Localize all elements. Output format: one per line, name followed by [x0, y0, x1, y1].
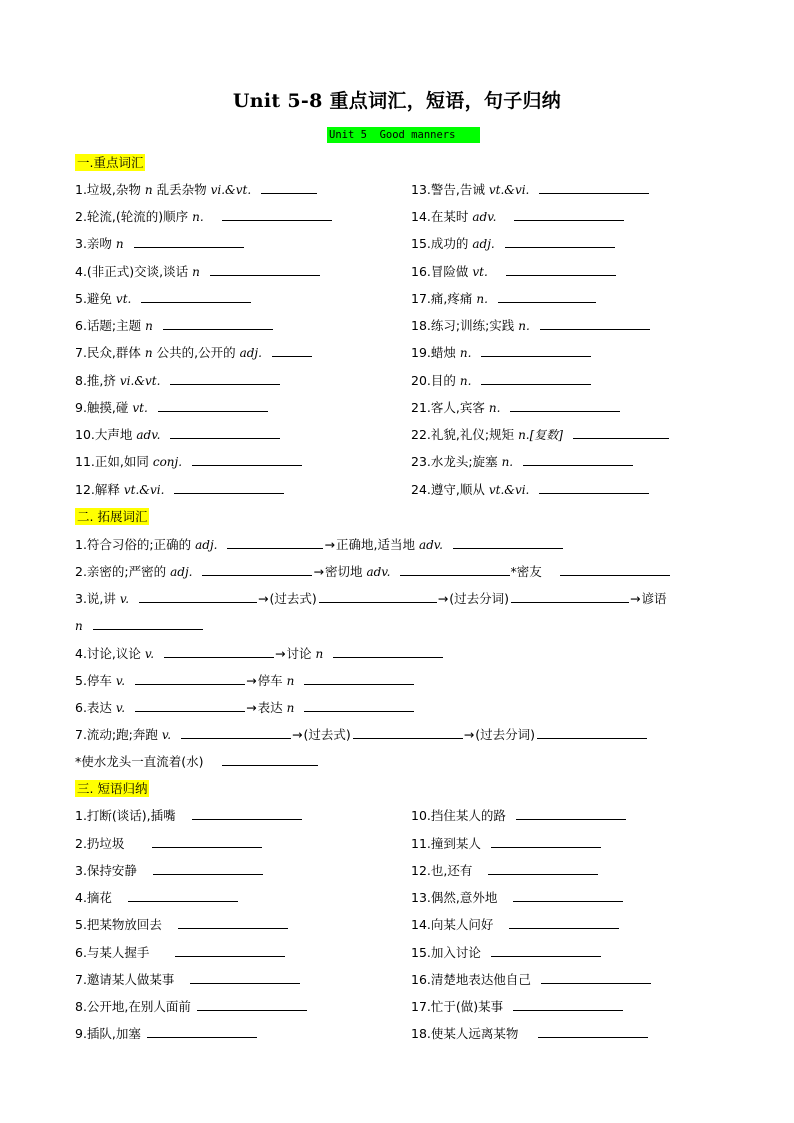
extend-cn: *密友	[510, 564, 542, 579]
answer-blank[interactable]	[538, 1025, 648, 1038]
answer-blank[interactable]	[523, 453, 633, 466]
phrase-cn: 3.保持安静	[75, 863, 137, 878]
vocab-cn: 22.礼貌,礼仪;规矩	[411, 427, 515, 442]
answer-blank[interactable]	[540, 317, 650, 330]
extend-cn: 4.讨论,议论	[75, 646, 141, 661]
vocab-item	[75, 181, 317, 198]
extend-item	[75, 645, 443, 662]
phrase-item	[411, 944, 601, 961]
extend-pos: v.	[115, 674, 126, 688]
answer-blank[interactable]	[481, 344, 591, 357]
answer-blank[interactable]	[304, 672, 414, 685]
answer-blank[interactable]	[333, 645, 443, 658]
phrase-item	[75, 807, 302, 824]
extend-cn: 正确地,适当地	[335, 537, 415, 552]
answer-blank[interactable]	[192, 807, 302, 820]
vocab-cn: 7.民众,群体	[75, 345, 141, 360]
vocab-item	[411, 317, 650, 334]
vocab-item	[411, 235, 615, 252]
extend-item	[75, 672, 414, 689]
answer-blank[interactable]	[134, 235, 244, 248]
extend-cn: 7.流动;跑;奔跑	[75, 727, 158, 742]
vocab-pos: n.[复数]	[518, 428, 563, 442]
extend-cn: (过去式)	[269, 591, 317, 606]
answer-blank[interactable]	[513, 998, 623, 1011]
arrow-icon: →	[437, 591, 449, 606]
vocab-pos-secondary: adj.	[239, 346, 262, 360]
vocab-item	[411, 344, 591, 361]
vocab-pos: n	[144, 346, 153, 360]
section-heading-phrases: 三. 短语归纳	[77, 781, 148, 796]
answer-blank[interactable]	[170, 372, 280, 385]
section-heading-extended-vocab: 二. 拓展词汇	[77, 509, 148, 524]
extend-pos: v.	[115, 701, 126, 715]
vocab-pos: vi.&vt.	[119, 374, 161, 388]
answer-blank[interactable]	[175, 944, 285, 957]
phrase-item	[411, 1025, 648, 1042]
answer-blank[interactable]	[192, 453, 302, 466]
answer-blank[interactable]	[516, 807, 626, 820]
extend-cn: 讨论	[286, 646, 312, 661]
extend-pos: adj.	[195, 538, 218, 552]
unit-banner: Unit 5 Good manners	[327, 127, 480, 143]
vocab-cn: 10.大声地	[75, 427, 133, 442]
answer-blank[interactable]	[164, 645, 274, 658]
phrase-cn: 18.使某人远离某物	[411, 1026, 519, 1041]
answer-blank[interactable]	[272, 344, 312, 357]
answer-blank[interactable]	[222, 753, 318, 766]
answer-blank[interactable]	[505, 235, 615, 248]
vocab-item	[75, 235, 244, 252]
phrase-cn: 8.公开地,在别人面前	[75, 999, 191, 1014]
answer-blank[interactable]	[202, 563, 312, 576]
phrase-item	[411, 807, 626, 824]
answer-blank[interactable]	[491, 835, 601, 848]
vocab-cn: 8.推,挤	[75, 373, 116, 388]
extend-item	[75, 563, 670, 580]
phrase-item	[411, 835, 601, 852]
phrase-cn: 7.邀请某人做某事	[75, 972, 175, 987]
extend-cn: (过去式)	[303, 727, 351, 742]
vocab-cn: 24.遵守,顺从	[411, 482, 485, 497]
vocab-pos: adj.	[472, 237, 495, 251]
phrase-item	[411, 971, 651, 988]
vocab-cn: 4.(非正式)交谈,谈话	[75, 264, 189, 279]
phrase-item	[411, 862, 598, 879]
phrase-cn: 12.也,还有	[411, 863, 473, 878]
phrase-cn: 10.挡住某人的路	[411, 808, 506, 823]
vocab-cn: 23.水龙头;旋塞	[411, 454, 498, 469]
answer-blank[interactable]	[135, 672, 245, 685]
vocab-cn: 2.轮流,(轮流的)顺序	[75, 209, 189, 224]
answer-blank[interactable]	[304, 699, 414, 712]
extend-cn: 6.表达	[75, 700, 112, 715]
phrase-item	[75, 971, 300, 988]
vocab-item	[75, 453, 302, 470]
phrase-cn: 13.偶然,意外地	[411, 890, 498, 905]
vocab-cn: 14.在某时	[411, 209, 469, 224]
vocab-item	[411, 481, 649, 498]
extend-cn: 1.符合习俗的;正确的	[75, 537, 192, 552]
vocab-pos: n.	[501, 455, 514, 469]
answer-blank[interactable]	[400, 563, 510, 576]
answer-blank[interactable]	[163, 317, 273, 330]
answer-blank[interactable]	[537, 726, 647, 739]
vocab-cn: 5.避免	[75, 291, 112, 306]
vocab-cn: 15.成功的	[411, 236, 469, 251]
vocab-item	[75, 290, 251, 307]
arrow-icon: →	[630, 591, 641, 606]
phrase-item	[75, 916, 288, 933]
vocab-item	[411, 453, 633, 470]
extend-cn: (过去分词)	[449, 591, 510, 606]
extend-pos: adv.	[366, 565, 391, 579]
extend-pos: n	[286, 674, 295, 688]
vocab-item	[411, 426, 669, 443]
vocab-pos: n.	[459, 374, 472, 388]
phrase-item	[75, 944, 285, 961]
vocab-item	[411, 290, 596, 307]
answer-blank[interactable]	[319, 590, 437, 603]
arrow-icon: →	[324, 537, 335, 552]
answer-blank[interactable]	[510, 399, 620, 412]
phrase-cn: 2.扔垃圾	[75, 836, 125, 851]
vocab-cn-secondary: 乱丢杂物	[156, 182, 207, 197]
vocab-pos: n.	[476, 292, 488, 306]
phrase-cn: 1.打断(谈话),插嘴	[75, 808, 176, 823]
answer-blank[interactable]	[353, 726, 463, 739]
answer-blank[interactable]	[498, 290, 596, 303]
extend-item	[75, 726, 647, 743]
arrow-icon: →	[463, 727, 475, 742]
answer-blank[interactable]	[139, 590, 257, 603]
phrase-cn: 9.插队,加塞	[75, 1026, 141, 1041]
vocab-item	[75, 399, 268, 416]
vocab-cn: 19.蜡烛	[411, 345, 456, 360]
extend-cn: 表达	[257, 700, 283, 715]
answer-blank[interactable]	[178, 916, 288, 929]
answer-blank[interactable]	[197, 998, 307, 1011]
extend-cn: 谚语	[641, 591, 667, 606]
answer-blank[interactable]	[539, 181, 649, 194]
extend-pos: n	[315, 647, 324, 661]
extend-cn: 5.停车	[75, 673, 112, 688]
vocab-pos-secondary: vi.&vt.	[210, 183, 252, 197]
vocab-pos: vt.	[115, 292, 132, 306]
phrase-item	[75, 1025, 257, 1042]
extend-item	[75, 536, 563, 553]
answer-blank[interactable]	[453, 536, 563, 549]
answer-blank[interactable]	[222, 208, 332, 221]
vocab-item	[75, 208, 332, 225]
extend-item	[75, 699, 414, 716]
vocab-cn: 13.警告,告诫	[411, 182, 485, 197]
phrase-cn: 15.加入讨论	[411, 945, 481, 960]
vocab-pos: conj.	[152, 455, 183, 469]
vocab-pos: n	[192, 265, 200, 279]
answer-blank[interactable]	[135, 699, 245, 712]
vocab-item	[75, 426, 280, 443]
phrase-cn: 11.撞到某人	[411, 836, 481, 851]
answer-blank[interactable]	[210, 263, 320, 276]
vocab-cn: 17.痛,疼痛	[411, 291, 473, 306]
answer-blank[interactable]	[261, 181, 317, 194]
vocab-item	[75, 344, 312, 361]
vocab-cn-secondary: 公共的,公开的	[156, 345, 236, 360]
extend-pos: adv.	[418, 538, 443, 552]
vocab-cn: 12.解释	[75, 482, 120, 497]
vocab-pos: n.	[459, 346, 472, 360]
vocab-item	[75, 317, 273, 334]
answer-blank[interactable]	[93, 617, 203, 630]
extend-item	[75, 590, 667, 607]
vocab-pos: vt.&vi.	[488, 183, 530, 197]
vocab-item	[411, 263, 616, 280]
answer-blank[interactable]	[509, 916, 619, 929]
vocab-item	[411, 181, 649, 198]
vocab-item	[411, 208, 624, 225]
answer-blank[interactable]	[158, 399, 268, 412]
phrase-item	[411, 889, 623, 906]
vocab-cn: 16.冒险做	[411, 264, 469, 279]
answer-blank[interactable]	[513, 889, 623, 902]
extend-cn: 密切地	[324, 564, 363, 579]
vocab-item	[75, 481, 284, 498]
vocab-pos: vt.&vi.	[488, 483, 530, 497]
arrow-icon: →	[313, 564, 324, 579]
vocab-pos: vt.	[132, 401, 148, 415]
vocab-pos: n.	[518, 319, 530, 333]
arrow-icon: →	[292, 727, 303, 742]
vocab-pos: n.	[192, 210, 204, 224]
vocab-pos: adv.	[136, 428, 161, 442]
extend-pos: n	[75, 619, 83, 633]
answer-blank[interactable]	[491, 944, 601, 957]
answer-blank[interactable]	[152, 835, 262, 848]
phrase-cn: 4.摘花	[75, 890, 112, 905]
answer-blank[interactable]	[147, 1025, 257, 1038]
phrase-item	[411, 998, 623, 1015]
answer-blank[interactable]	[511, 590, 629, 603]
phrase-item	[411, 916, 619, 933]
vocab-cn: 20.目的	[411, 373, 456, 388]
phrase-item	[75, 862, 263, 879]
vocab-cn: 6.话题;主题	[75, 318, 142, 333]
phrase-cn: 6.与某人握手	[75, 945, 150, 960]
extend-pos: adj.	[170, 565, 193, 579]
vocab-cn: 9.触摸,碰	[75, 400, 129, 415]
extend-item	[75, 753, 318, 770]
extend-cn: 2.亲密的;严密的	[75, 564, 167, 579]
answer-blank[interactable]	[153, 862, 263, 875]
vocab-cn: 18.练习;训练;实践	[411, 318, 515, 333]
extend-item-continued	[75, 617, 203, 634]
answer-blank[interactable]	[506, 263, 616, 276]
vocab-pos: n	[145, 319, 153, 333]
extend-cn: *使水龙头一直流着(水)	[75, 754, 204, 769]
answer-blank[interactable]	[541, 971, 651, 984]
phrase-cn: 5.把某物放回去	[75, 917, 162, 932]
vocab-pos: n	[144, 183, 153, 197]
arrow-icon: →	[246, 700, 257, 715]
answer-blank[interactable]	[141, 290, 251, 303]
vocab-pos: n	[115, 237, 124, 251]
arrow-icon: →	[246, 673, 257, 688]
arrow-icon: →	[275, 646, 286, 661]
answer-blank[interactable]	[481, 372, 591, 385]
extend-pos: n	[286, 701, 295, 715]
answer-blank[interactable]	[181, 726, 291, 739]
extend-pos: v.	[144, 647, 155, 661]
vocab-item	[75, 263, 320, 280]
answer-blank[interactable]	[539, 481, 649, 494]
vocab-cn: 11.正如,如同	[75, 454, 149, 469]
extend-pos: v.	[119, 592, 130, 606]
vocab-pos: adv.	[472, 210, 497, 224]
extend-cn: 3.说,讲	[75, 591, 116, 606]
answer-blank[interactable]	[227, 536, 323, 549]
answer-blank[interactable]	[170, 426, 280, 439]
extend-cn: 停车	[257, 673, 283, 688]
phrase-item	[75, 835, 262, 852]
answer-blank[interactable]	[488, 862, 598, 875]
extend-cn: (过去分词)	[475, 727, 535, 742]
vocab-cn: 21.客人,宾客	[411, 400, 485, 415]
answer-blank[interactable]	[514, 208, 624, 221]
phrase-cn: 17.忙于(做)某事	[411, 999, 504, 1014]
answer-blank[interactable]	[128, 889, 238, 902]
answer-blank[interactable]	[573, 426, 669, 439]
page-title: Unit 5-8 重点词汇，短语，句子归纳	[232, 90, 562, 112]
phrase-item	[75, 998, 307, 1015]
vocab-cn: 3.亲吻	[75, 236, 112, 251]
answer-blank[interactable]	[560, 563, 670, 576]
vocab-item	[75, 372, 280, 389]
arrow-icon: →	[258, 591, 269, 606]
vocab-item	[411, 399, 620, 416]
answer-blank[interactable]	[190, 971, 300, 984]
phrase-cn: 16.清楚地表达他自己	[411, 972, 531, 987]
phrase-cn: 14.向某人问好	[411, 917, 494, 932]
vocab-pos: vt.	[472, 265, 488, 279]
extend-pos: v.	[161, 728, 172, 742]
vocab-pos: vt.&vi.	[123, 483, 165, 497]
phrase-item	[75, 889, 238, 906]
vocab-cn: 1.垃圾,杂物	[75, 182, 141, 197]
section-heading-key-vocab: 一.重点词汇	[77, 155, 144, 170]
vocab-item	[411, 372, 591, 389]
answer-blank[interactable]	[174, 481, 284, 494]
vocab-pos: n.	[488, 401, 501, 415]
